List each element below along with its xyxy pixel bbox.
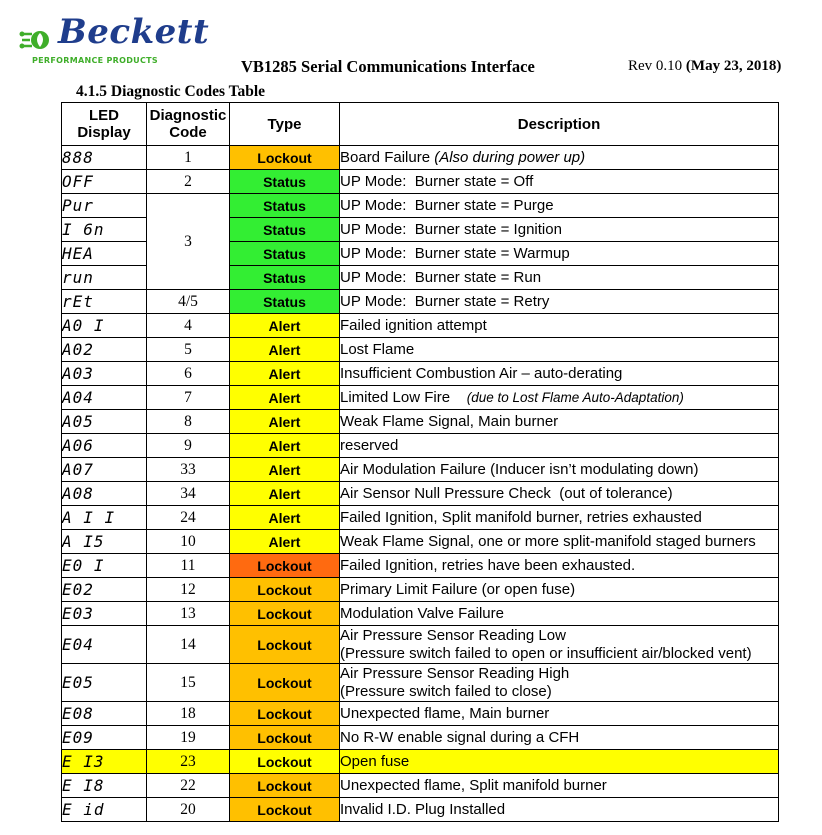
description-text: Air Sensor Null Pressure Check (out of tolerance) xyxy=(340,484,673,502)
description-cell xyxy=(340,554,779,578)
table-row xyxy=(62,578,779,602)
diagnostic-code-cell: 8 xyxy=(147,410,230,434)
type-badge-status: Status xyxy=(230,266,340,290)
logo-wordmark: Beckett xyxy=(58,12,210,52)
description-text: Air Pressure Sensor Reading Low xyxy=(340,626,566,644)
table-row xyxy=(62,774,779,798)
type-badge-alert: Alert xyxy=(230,434,340,458)
table-row xyxy=(62,482,779,506)
table-row xyxy=(62,146,779,170)
header-diagnostic-code: Diagnostic Code xyxy=(147,103,230,146)
diagnostic-code-cell: 1 xyxy=(147,146,230,170)
description-text: reserved xyxy=(340,436,399,454)
led-display-cell: A04 xyxy=(62,386,147,410)
diagnostic-code-cell: 15 xyxy=(147,664,230,702)
description-text: Lost Flame xyxy=(340,340,415,358)
led-display-cell: E03 xyxy=(62,602,147,626)
diagnostic-code-cell: 2 xyxy=(147,170,230,194)
diagnostic-code-cell: 10 xyxy=(147,530,230,554)
type-badge-lockout: Lockout xyxy=(230,578,340,602)
type-badge-lockout: Lockout xyxy=(230,774,340,798)
table-row xyxy=(62,664,779,702)
led-display-cell: E02 xyxy=(62,578,147,602)
type-badge-status: Status xyxy=(230,242,340,266)
type-badge-lockout: Lockout xyxy=(230,554,340,578)
description-cell xyxy=(340,602,779,626)
type-badge-alert: Alert xyxy=(230,314,340,338)
description-text: Limited Low Fire xyxy=(340,388,467,406)
diagnostic-code-cell: 33 xyxy=(147,458,230,482)
description-cell xyxy=(340,338,779,362)
document-title: VB1285 Serial Communications Interface xyxy=(241,57,535,76)
table-header-row xyxy=(62,103,779,146)
led-display-cell: A05 xyxy=(62,410,147,434)
type-badge-alert: Alert xyxy=(230,458,340,482)
diagnostic-code-cell: 7 xyxy=(147,386,230,410)
section-title: 4.1.5 Diagnostic Codes Table xyxy=(76,83,266,100)
led-display-cell: A03 xyxy=(62,362,147,386)
description-cell xyxy=(340,218,779,242)
description-cell xyxy=(340,314,779,338)
description-text: UP Mode: Burner state = Purge xyxy=(340,196,554,214)
led-display-cell: rEt xyxy=(62,290,147,314)
table-row xyxy=(62,170,779,194)
led-display-cell: Pur xyxy=(62,194,147,218)
type-badge-alert: Alert xyxy=(230,338,340,362)
type-badge-alert: Alert xyxy=(230,506,340,530)
type-badge-lockout: Lockout xyxy=(230,602,340,626)
table-row xyxy=(62,410,779,434)
diagnostic-code-cell: 4 xyxy=(147,314,230,338)
led-display-cell: A07 xyxy=(62,458,147,482)
type-badge-lockout: Lockout xyxy=(230,626,340,664)
description-cell xyxy=(340,702,779,726)
type-badge-alert: Alert xyxy=(230,482,340,506)
description-cell xyxy=(340,482,779,506)
table-row xyxy=(62,554,779,578)
type-badge-alert: Alert xyxy=(230,362,340,386)
description-text: Board Failure xyxy=(340,148,435,166)
led-display-cell: A0 I xyxy=(62,314,147,338)
diagnostic-code-cell: 12 xyxy=(147,578,230,602)
table-row xyxy=(62,750,779,774)
description-text: Failed Ignition, Split manifold burner, retries exhausted xyxy=(340,508,702,526)
led-display-cell: A06 xyxy=(62,434,147,458)
diagnostic-code-cell: 22 xyxy=(147,774,230,798)
diagnostic-code-cell: 6 xyxy=(147,362,230,386)
diagnostic-code-cell: 18 xyxy=(147,702,230,726)
diagnostic-code-cell: 14 xyxy=(147,626,230,664)
table-row xyxy=(62,290,779,314)
description-cell xyxy=(340,194,779,218)
description-cell xyxy=(340,530,779,554)
description-text: UP Mode: Burner state = Warmup xyxy=(340,244,570,262)
description-cell xyxy=(340,362,779,386)
diagnostic-code-cell: 19 xyxy=(147,726,230,750)
description-text-line2: (Pressure switch failed to open or insufficient air/blocked vent) xyxy=(340,644,752,662)
description-note: (due to Lost Flame Auto-Adaptation) xyxy=(466,389,684,405)
description-cell xyxy=(340,242,779,266)
led-display-cell: A02 xyxy=(62,338,147,362)
type-badge-lockout: Lockout xyxy=(230,726,340,750)
type-badge-lockout: Lockout xyxy=(230,798,340,822)
description-text: UP Mode: Burner state = Retry xyxy=(340,292,550,310)
description-text: Open fuse xyxy=(340,752,410,770)
led-display-cell: E05 xyxy=(62,664,147,702)
document-header xyxy=(0,0,822,90)
led-display-cell: run xyxy=(62,266,147,290)
type-badge-lockout: Lockout xyxy=(230,702,340,726)
beckett-logo xyxy=(18,12,210,74)
led-display-cell: E I8 xyxy=(62,774,147,798)
led-display-cell: E I3 xyxy=(62,750,147,774)
description-text: Failed ignition attempt xyxy=(340,316,487,334)
revision-date: (May 23, 2018) xyxy=(685,58,782,74)
type-badge-lockout: Lockout xyxy=(230,750,340,774)
logo-tagline: PERFORMANCE PRODUCTS xyxy=(32,56,158,65)
description-cell xyxy=(340,626,779,664)
led-display-cell: E09 xyxy=(62,726,147,750)
description-text: Air Pressure Sensor Reading High xyxy=(340,664,570,682)
diagnostic-code-cell: 5 xyxy=(147,338,230,362)
header-type: Type xyxy=(230,103,340,146)
led-display-cell: I 6n xyxy=(62,218,147,242)
diagnostic-codes-table xyxy=(61,102,779,822)
table-row xyxy=(62,798,779,822)
diagnostic-code-cell: 4/5 xyxy=(147,290,230,314)
description-text: Unexpected flame, Main burner xyxy=(340,704,550,722)
table-row xyxy=(62,702,779,726)
table-row xyxy=(62,386,779,410)
type-badge-alert: Alert xyxy=(230,386,340,410)
description-text-line2: (Pressure switch failed to close) xyxy=(340,682,552,700)
type-badge-lockout: Lockout xyxy=(230,146,340,170)
description-cell xyxy=(340,290,779,314)
description-text: Invalid I.D. Plug Installed xyxy=(340,800,506,818)
table-row xyxy=(62,194,779,218)
description-text: UP Mode: Burner state = Run xyxy=(340,268,542,286)
description-text: Primary Limit Failure (or open fuse) xyxy=(340,580,576,598)
type-badge-status: Status xyxy=(230,170,340,194)
description-cell xyxy=(340,774,779,798)
led-display-cell: OFF xyxy=(62,170,147,194)
table-row xyxy=(62,626,779,664)
type-badge-alert: Alert xyxy=(230,530,340,554)
description-note: (Also during power up) xyxy=(434,148,586,166)
description-text: Failed Ignition, retries have been exhausted. xyxy=(340,556,636,574)
description-text: Weak Flame Signal, one or more split-manifold staged burners xyxy=(340,532,756,550)
led-display-cell: HEA xyxy=(62,242,147,266)
description-text: Unexpected flame, Split manifold burner xyxy=(340,776,607,794)
table-row xyxy=(62,434,779,458)
description-cell xyxy=(340,146,779,170)
diagnostic-code-cell: 11 xyxy=(147,554,230,578)
led-display-cell: E id xyxy=(62,798,147,822)
description-cell xyxy=(340,664,779,702)
type-badge-alert: Alert xyxy=(230,410,340,434)
flame-circuit-logo-icon xyxy=(18,22,54,56)
description-cell xyxy=(340,266,779,290)
description-text: Insufficient Combustion Air – auto-derating xyxy=(340,364,623,382)
led-display-cell: E08 xyxy=(62,702,147,726)
description-cell xyxy=(340,798,779,822)
description-cell xyxy=(340,458,779,482)
description-text: UP Mode: Burner state = Off xyxy=(340,172,534,190)
table-row xyxy=(62,458,779,482)
table-row xyxy=(62,530,779,554)
table-body xyxy=(62,146,779,822)
description-text: Weak Flame Signal, Main burner xyxy=(340,412,559,430)
diagnostic-code-cell: 3 xyxy=(147,194,230,290)
description-text: Air Modulation Failure (Inducer isn’t modulating down) xyxy=(340,460,699,478)
revision-label: Rev 0.10 xyxy=(628,58,683,74)
description-cell xyxy=(340,726,779,750)
led-display-cell: A I I xyxy=(62,506,147,530)
table-row xyxy=(62,726,779,750)
type-badge-status: Status xyxy=(230,290,340,314)
diagnostic-code-cell: 13 xyxy=(147,602,230,626)
led-display-cell: A I5 xyxy=(62,530,147,554)
table-row xyxy=(62,602,779,626)
description-cell xyxy=(340,170,779,194)
table-row xyxy=(62,338,779,362)
diagnostic-code-cell: 24 xyxy=(147,506,230,530)
description-cell xyxy=(340,750,779,774)
diagnostic-code-cell: 34 xyxy=(147,482,230,506)
diagnostic-code-cell: 23 xyxy=(147,750,230,774)
header-description: Description xyxy=(340,103,779,146)
description-cell xyxy=(340,434,779,458)
type-badge-status: Status xyxy=(230,194,340,218)
led-display-cell: E04 xyxy=(62,626,147,664)
header-led-display: LED Display xyxy=(62,103,147,146)
description-text: No R-W enable signal during a CFH xyxy=(340,728,580,746)
table-row xyxy=(62,506,779,530)
description-cell xyxy=(340,578,779,602)
type-badge-lockout: Lockout xyxy=(230,664,340,702)
led-display-cell: A08 xyxy=(62,482,147,506)
diagnostic-code-cell: 20 xyxy=(147,798,230,822)
description-cell xyxy=(340,506,779,530)
description-text: Modulation Valve Failure xyxy=(340,604,504,622)
description-text: UP Mode: Burner state = Ignition xyxy=(340,220,562,238)
type-badge-status: Status xyxy=(230,218,340,242)
description-cell xyxy=(340,410,779,434)
led-display-cell: 888 xyxy=(62,146,147,170)
diagnostic-code-cell: 9 xyxy=(147,434,230,458)
table-row xyxy=(62,362,779,386)
table-row xyxy=(62,314,779,338)
description-cell xyxy=(340,386,779,410)
revision-info xyxy=(628,58,781,75)
led-display-cell: E0 I xyxy=(62,554,147,578)
